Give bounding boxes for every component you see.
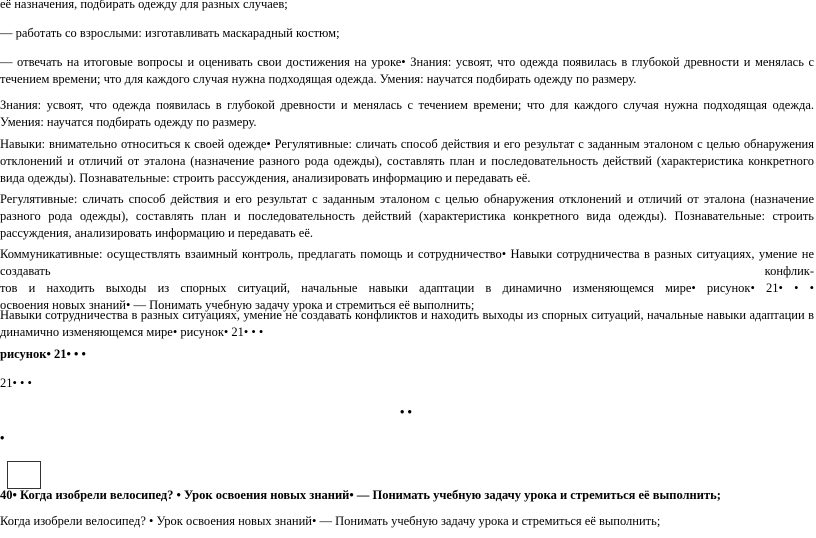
text-line: рисунок• 21• • •: [0, 347, 86, 361]
text-paragraph: [0, 246, 814, 314]
text-line: её назначения, подбирать одежду для разных случаев;: [0, 0, 288, 11]
text-line: Коммуникативные: осуществлять взаимный контроль, предлагать помощь и сотрудничество• Навыки сотрудничества в разных ситуациях, умение не создавать конфлик-: [0, 247, 814, 278]
text-paragraph: Регулятивные: сличать способ действия и его результат с заданным эталоном с целью обнаружения отклонений и отличий от эталона (назначение разного рода одежды), составлять план и последовательность действий (характеристика конкретного вида одежды). Познавательные: строить рассуждения, анализировать информацию и передавать её.: [0, 192, 814, 240]
empty-frame: [7, 461, 41, 489]
text-line: тов и находить выходы из спорных ситуаций, начальные навыки адаптации в динамично изменяющемся мире• рисунок• 21• • •: [0, 281, 814, 295]
text-paragraph: Навыки сотрудничества в разных ситуациях, умение не создавать конфликтов и находить выходы из спорных ситуаций, начальные навыки адаптации в динамично изменяющемся мире• рисунок• 21• • •: [0, 308, 814, 339]
text-line: 21• • •: [0, 376, 32, 390]
text-paragraph: Знания: усвоят, что одежда появилась в глубокой древности и менялась с течением времени; что для каждого случая нужна подходящая одежда. Умения: научатся подбирать одежду по размеру.: [0, 98, 814, 129]
text-line: — работать со взрослыми: изготавливать маскарадный костюм;: [0, 26, 340, 40]
text-line: Когда изобрели велосипед? • Урок освоения новых знаний• — Понимать учебную задачу урока и стремиться её выполнить;: [0, 514, 661, 528]
bullet-line: • •: [400, 405, 412, 419]
text-line: 40• Когда изобрели велосипед? • Урок освоения новых знаний• — Понимать учебную задачу урока и стремиться её выполнить;: [0, 488, 721, 502]
text-paragraph: — отвечать на итоговые вопросы и оценивать свои достижения на уроке• Знания: усвоят, что одежда появилась в глубокой древности и менялась с течением времени; что для каждого случая нужна подходящая одежда. Умения: научатся подбирать одежду по размеру.: [0, 55, 814, 86]
text-line: освоения новых знаний• — Понимать учебную задачу урока и стремиться её выполнить;: [0, 298, 475, 312]
text-paragraph: Навыки: внимательно относиться к своей одежде• Регулятивные: сличать способ действия и его результат с заданным эталоном с целью обнаружения отклонений и отличий от эталона (назначение разного рода одежды), составлять план и последовательность действий (характеристика конкретного вида одежды). Познавательные: строить рассуждения, анализировать информацию и передавать её.: [0, 137, 814, 185]
bullet-line: •: [0, 431, 5, 445]
